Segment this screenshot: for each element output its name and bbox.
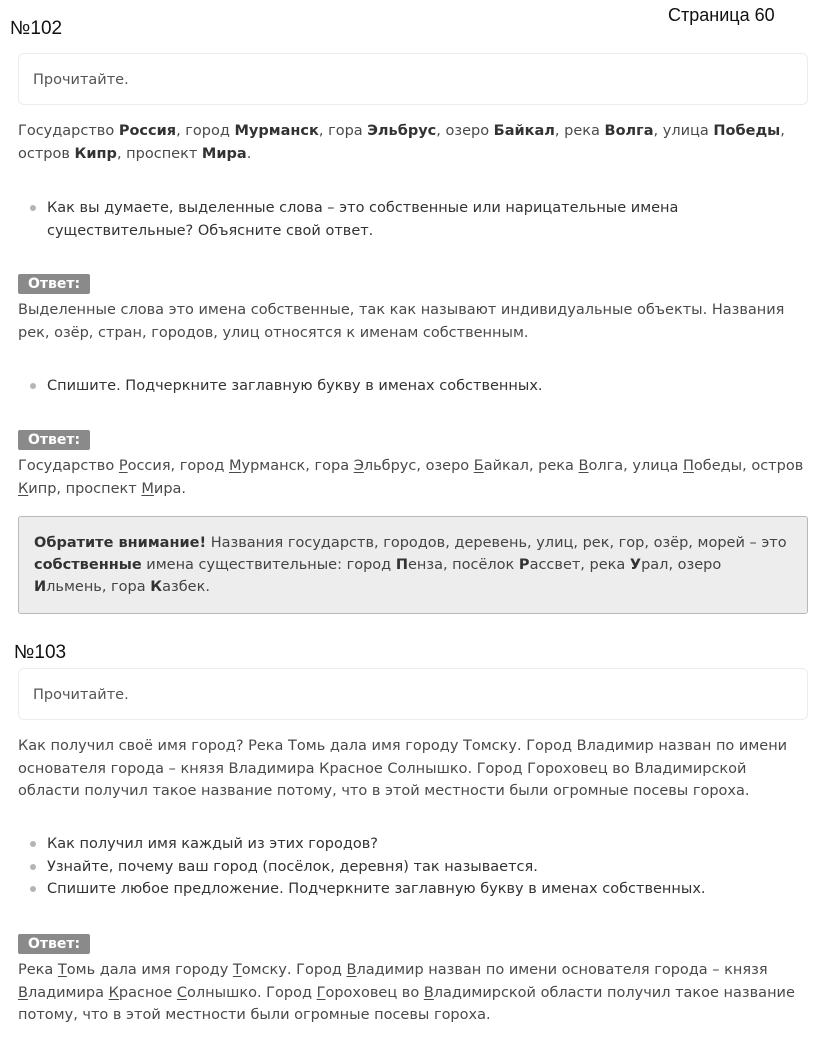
attention-note: [18, 516, 808, 614]
underlined-letter: Т: [57, 962, 67, 978]
text-segment: , гора: [318, 123, 368, 139]
text-segment: льбрус, озеро: [363, 458, 474, 474]
instruction-text: Прочитайте.: [33, 72, 129, 88]
text-segment: Государство: [18, 123, 119, 139]
underlined-letter: Г: [316, 984, 326, 1001]
bold-text: Эльбрус: [367, 123, 437, 139]
text-segment: Река: [18, 962, 58, 978]
text-segment: ладимирской области получил такое название потому, что в этой местности были огромные посевы гороха.: [18, 984, 795, 1023]
instruction-text: Прочитайте.: [33, 687, 129, 703]
bold-text: Мира: [201, 145, 247, 162]
bold-text: Байкал: [493, 123, 555, 139]
bold-text: Р: [518, 557, 530, 573]
text-segment: , город: [176, 123, 235, 139]
task102-text: [18, 120, 808, 165]
underlined-letter: К: [108, 984, 119, 1001]
bold-text: Россия: [118, 123, 177, 139]
task103-text: Как получил своё имя город? Река Томь дала имя городу Томску. Город Владимир назван по имени основателя города – князя Владимира Красное Солнышко. Город Гороховец во Владимирской области получил такое название потому, что в этой местности были огромные посевы гороха.: [18, 738, 788, 799]
text-segment: ладимир назван по имени основателя города – князя: [356, 962, 768, 978]
underlined-letter: В: [18, 984, 28, 1001]
text-segment: олнышко. Город: [187, 984, 317, 1001]
bold-text: У: [629, 557, 642, 573]
text-segment: оссия, город: [127, 458, 229, 474]
question-item: Спишите любое предложение. Подчеркните заглавную букву в именах собственных.: [18, 878, 798, 901]
question-item: Спишите. Подчеркните заглавную букву в именах собственных.: [18, 375, 798, 398]
bold-text: Победы: [713, 123, 781, 139]
task103-question-list: [18, 833, 798, 901]
text-segment: Названия государств, городов, деревень, улиц, рек, гор, озёр, морей – это: [206, 535, 787, 551]
bold-text: Обратите внимание!: [34, 535, 207, 551]
text-segment: расное: [118, 984, 177, 1001]
underlined-letter: В: [346, 962, 357, 978]
text-segment: азбек.: [162, 579, 210, 595]
text-segment: , река: [554, 123, 605, 139]
task102-answer2: [18, 455, 808, 500]
bold-text: И: [34, 579, 47, 595]
instruction-card-102: [18, 53, 808, 105]
text-segment: ороховец во: [325, 984, 424, 1001]
underlined-letter: Э: [353, 458, 364, 474]
underlined-letter: В: [423, 984, 434, 1001]
bold-text: П: [395, 557, 408, 573]
bold-text: К: [150, 579, 163, 595]
answer-badge: Ответ:: [18, 274, 90, 294]
text-segment: ира.: [153, 480, 187, 497]
underlined-letter: М: [228, 458, 242, 474]
text-segment: ипр, проспект: [28, 480, 142, 497]
answer-badge: Ответ:: [18, 430, 90, 450]
answer-badge: Ответ:: [18, 934, 90, 954]
task102-question-list: [18, 197, 798, 242]
task-number-103: №103: [14, 642, 67, 663]
underlined-letter: Р: [118, 458, 128, 474]
task-number-102: №102: [10, 18, 63, 39]
text-segment: имена существительные: город: [141, 557, 396, 573]
text-segment: омску. Город: [241, 962, 347, 978]
question-item: Узнайте, почему ваш город (посёлок, деревня) так называется.: [18, 856, 798, 879]
text-segment: льмень, гора: [46, 579, 151, 595]
bold-text: Волга: [604, 123, 654, 139]
text-segment: , остров: [18, 123, 785, 162]
task103-answer: [18, 959, 808, 1027]
text-segment: енза, посёлок: [407, 557, 519, 573]
bold-text: Кипр: [74, 145, 117, 162]
text-segment: , озеро: [436, 123, 494, 139]
text-segment: , улица: [653, 123, 714, 139]
text-segment: ассвет, река: [529, 557, 630, 573]
text-segment: обеды, остров: [693, 458, 804, 474]
underlined-letter: С: [176, 984, 187, 1001]
text-segment: рал, озеро: [641, 557, 722, 573]
text-segment: олга, улица: [588, 458, 683, 474]
underlined-letter: Т: [232, 962, 242, 978]
underlined-letter: П: [683, 458, 694, 474]
text-segment: Государство: [18, 458, 119, 474]
underlined-letter: М: [141, 480, 154, 497]
text-segment: омь дала имя городу: [66, 962, 233, 978]
text-segment: урманск, гора: [241, 458, 354, 474]
task102-answer1: Выделенные слова это имена собственные, так как называют индивидуальные объекты. Названия рек, озёр, стран, городов, улиц относятся к именам собственным.: [18, 302, 785, 341]
underlined-letter: Б: [473, 458, 484, 474]
bold-text: собственные: [34, 557, 142, 573]
question-item: Как получил имя каждый из этих городов?: [18, 833, 798, 856]
instruction-card-103: [18, 668, 808, 720]
bold-text: Мурманск: [234, 123, 319, 139]
underlined-letter: К: [18, 480, 29, 497]
text-segment: ладимира: [27, 984, 109, 1001]
text-segment: , проспект: [116, 145, 202, 162]
question-item: Как вы думаете, выделенные слова – это собственные или нарицательные имена существительные? Объясните свой ответ.: [18, 197, 798, 242]
page-label: Страница 60: [668, 5, 775, 25]
text-segment: айкал, река: [483, 458, 579, 474]
underlined-letter: В: [578, 458, 589, 474]
task102-question2-list: [18, 375, 798, 398]
text-segment: .: [246, 145, 252, 162]
